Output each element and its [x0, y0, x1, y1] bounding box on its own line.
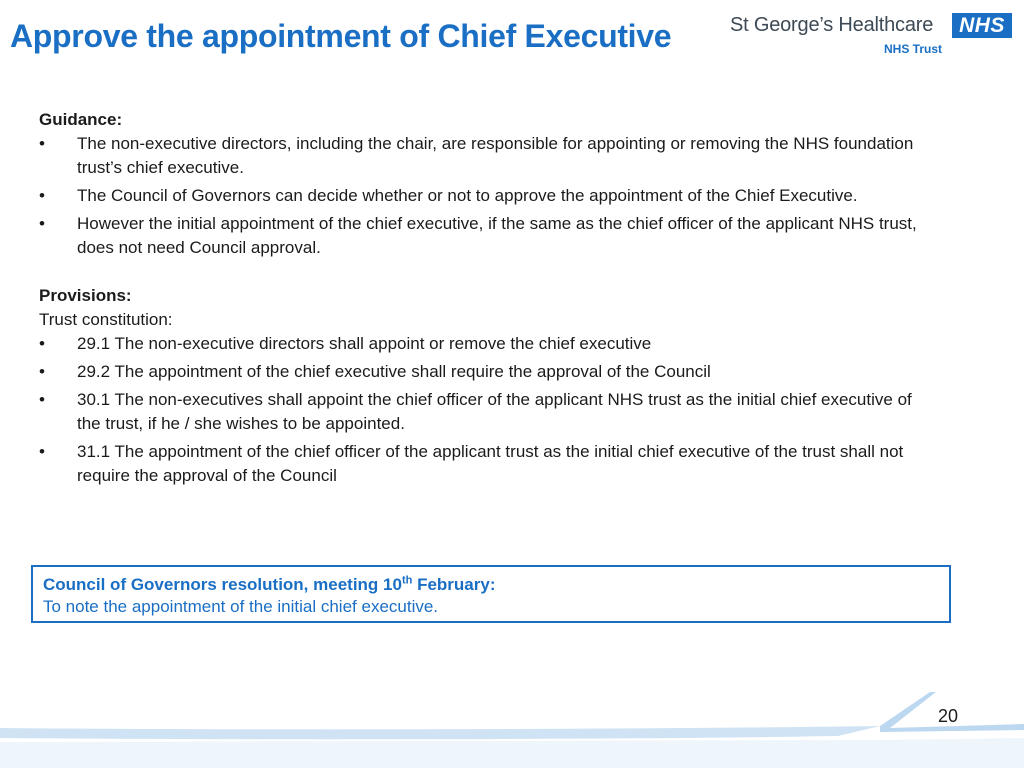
resolution-title-prefix: Council of Governors resolution, meeting 10 — [43, 575, 402, 594]
bullet-marker: • — [39, 334, 45, 353]
footer-swoosh — [0, 680, 1024, 768]
bullet-marker: • — [39, 134, 45, 153]
provision-item — [39, 388, 939, 436]
provision-item-text: 29.2 The appointment of the chief executive shall require the approval of the Council — [77, 362, 711, 381]
guidance-item-text: The non-executive directors, including the chair, are responsible for appointing or removing the NHS foundation trust’s chief executive. — [77, 134, 914, 177]
section-spacer — [39, 264, 939, 284]
resolution-title-sup: th — [401, 574, 413, 587]
guidance-item — [39, 184, 939, 208]
guidance-item — [39, 212, 939, 260]
swoosh-shadow — [0, 738, 1024, 768]
resolution-box — [31, 565, 951, 623]
guidance-item-text: However the initial appointment of the chief executive, if the same as the chief officer of the applicant NHS trust, does not need Council approval. — [77, 214, 917, 257]
provisions-intro: Trust constitution: — [39, 310, 173, 329]
bullet-marker: • — [39, 390, 45, 409]
logo-subtitle: NHS Trust — [884, 42, 943, 56]
provision-item-text: 30.1 The non-executives shall appoint the chief officer of the applicant NHS trust as the initial chief executive of the trust, if he / she wishes to be appointed. — [77, 390, 912, 433]
bullet-marker: • — [39, 214, 45, 233]
bullet-marker: • — [39, 362, 45, 381]
logo-org-name: St George’s Healthcare — [730, 14, 934, 36]
trust-logo — [730, 12, 1015, 60]
resolution-title — [43, 574, 939, 596]
provision-item — [39, 360, 939, 384]
bullet-marker: • — [39, 442, 45, 461]
page-number: 20 — [938, 706, 959, 726]
guidance-heading: Guidance: — [39, 110, 123, 129]
slide-body — [39, 108, 939, 492]
guidance-list — [39, 132, 939, 260]
provision-item-text: 29.1 The non-executive directors shall appoint or remove the chief executive — [77, 334, 652, 353]
resolution-title-suffix: February: — [412, 575, 496, 594]
provisions-heading: Provisions: — [39, 286, 132, 305]
guidance-item — [39, 132, 939, 180]
provisions-list — [39, 332, 939, 488]
provision-item — [39, 332, 939, 356]
bullet-marker: • — [39, 186, 45, 205]
resolution-text: To note the appointment of the initial chief executive. — [43, 597, 439, 616]
provision-item — [39, 440, 939, 488]
swoosh-band — [0, 726, 880, 739]
slide-title: Approve the appointment of Chief Executive — [10, 18, 672, 54]
guidance-item-text: The Council of Governors can decide whether or not to approve the appointment of the Chief Executive. — [77, 186, 858, 205]
nhs-badge: NHS — [952, 13, 1012, 38]
provision-item-text: 31.1 The appointment of the chief officer of the applicant trust as the initial chief executive of the trust shall not require the approval of the Council — [77, 442, 904, 485]
